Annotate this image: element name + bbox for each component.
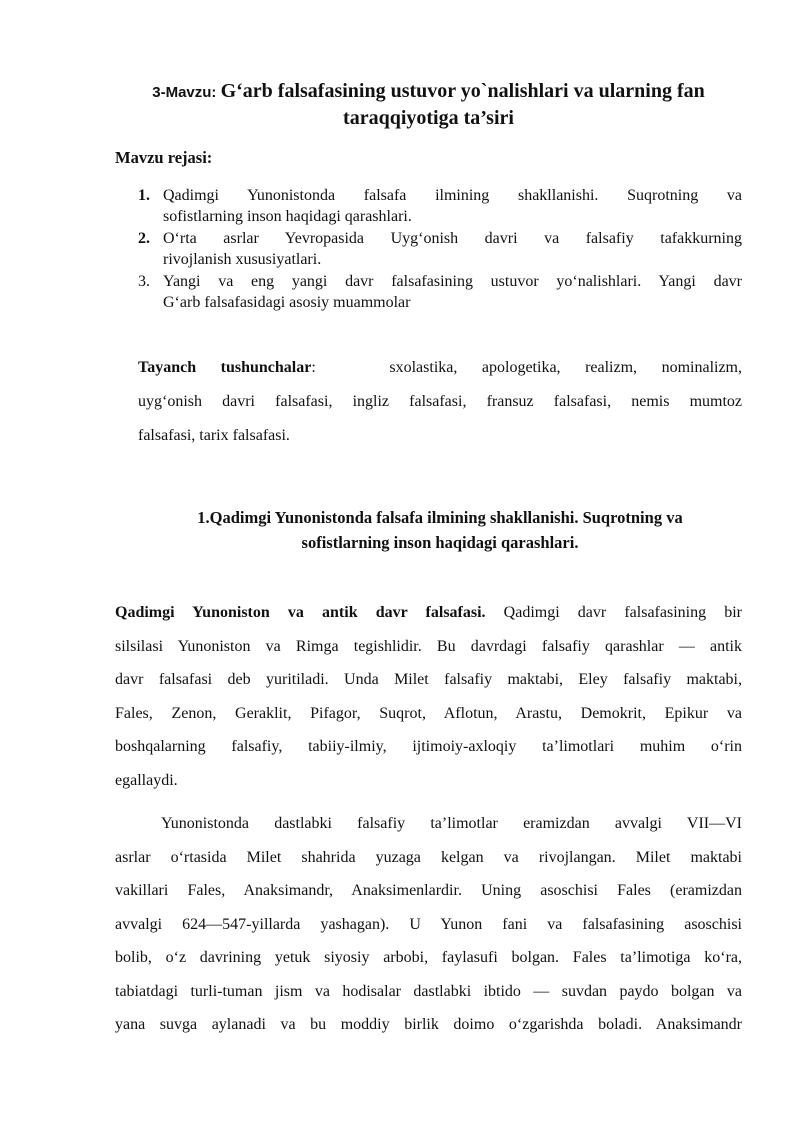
paragraph-milet-school [115,807,742,1042]
section-heading-continued: sofistlarning inson haqidagi qarashlari. [301,533,579,552]
paragraph-line: asrlar o‘rtasida Milet shahrida yuzaga kelgan va rivojlangan. Milet maktabi [115,848,742,866]
plan-item-number: 1. [138,187,150,204]
paragraph-line: avvalgi 624—547-yillarda yashagan). U Yunon fani va falsafasining asoschisi [115,915,742,933]
section-heading: 1.Qadimgi Yunonistonda falsafa ilmining shakllanishi. Suqrotning va [197,508,683,527]
paragraph-line: Yunonistonda dastlabki falsafiy ta’limotlar eramizdan avvalgi VII—VI [161,815,742,832]
plan-item-number: 3. [138,273,150,290]
paragraph-lead: Qadimgi Yunoniston va antik davr falsafasi. [115,604,486,621]
key-concepts-line [138,351,742,385]
paragraph-antiquity [115,596,742,797]
title-line-2: taraqqiyotiga ta’siri [343,107,514,129]
key-concepts-text: sxolastika, apologetika, realizm, nominalizm, [389,359,742,376]
paragraph-line: vakillari Fales, Anaksimandr, Anaksimenlardir. Uning asoschisi Fales (eramizdan [115,882,742,899]
title-line-1: G‘arb falsafasining ustuvor yo`nalishlari va ularning fan [220,80,705,102]
plan-item-text [163,272,742,313]
paragraph-line: davr falsafasi deb yuritiladi. Unda Milet falsafiy maktabi, Eley falsafiy maktabi, [115,671,742,688]
paragraph-line: boshqalarning falsafiy, tabiiy-ilmiy, ijtimoiy-axloqiy ta’limotlari muhim o‘rin [115,738,742,755]
plan-item [138,272,742,313]
key-concepts-line: falsafasi, tarix falsafasi. [138,427,290,444]
paragraph-line: Fales, Zenon, Geraklit, Pifagor, Suqrot, Aflotun, Arastu, Demokrit, Epikur va [115,704,742,722]
plan-item-line: rivojlanish xususiyatlari. [163,250,322,268]
paragraph-line: bolib, o‘z davrining yetuk siyosiy arbobi, faylasufi bolgan. Fales ta’limotiga ko‘ra, [115,949,742,966]
plan-item-text [163,229,742,270]
plan-item [138,229,742,270]
paragraph-line: egallaydi. [115,771,178,789]
paragraph-line: tabiatdagi turli-tuman jism va hodisalar dastlabki ibtido — suvdan paydo bolgan va [115,982,742,1000]
key-concepts-label: Tayanch tushunchalar [138,359,312,376]
title-prefix: 3-Mavzu: [152,84,221,101]
paragraph-line: silsilasi Yunoniston va Rimga tegishlidir. Bu davrdagi falsafiy qarashlar — antik [115,637,742,655]
document-title [115,78,742,106]
plan-item-line: Qadimgi Yunonistonda falsafa ilmining shakllanishi. Suqrotning va [163,187,742,204]
plan-item [138,186,742,227]
key-concepts-colon: : [311,359,316,376]
plan-item-line: sofistlarning inson haqidagi qarashlari. [163,207,412,225]
document-title-continued [115,105,742,131]
plan-item-number: 2. [138,230,150,247]
paragraph-line: yana suvga aylanadi va bu moddiy birlik doimo o‘zgarishda boladi. Anaksimandr [115,1016,742,1033]
paragraph-line [115,596,742,630]
paragraph-text: Qadimgi davr falsafasining bir [485,604,742,621]
plan-item-line: O‘rta asrlar Yevropasida Uyg‘onish davri va falsafiy tafakkurning [163,230,742,247]
plan-list [138,186,742,315]
plan-item-text [163,186,742,227]
plan-item-line: Yangi va eng yangi davr falsafasining ustuvor yo‘nalishlari. Yangi davr [163,273,742,290]
key-concepts [138,351,742,453]
plan-heading: Mavzu rejasi: [115,148,213,167]
plan-item-line: G‘arb falsafasidagi asosiy muammolar [163,293,411,311]
key-concepts-line: uyg‘onish davri falsafasi, ingliz falsafasi, fransuz falsafasi, nemis mumtoz [138,393,742,410]
